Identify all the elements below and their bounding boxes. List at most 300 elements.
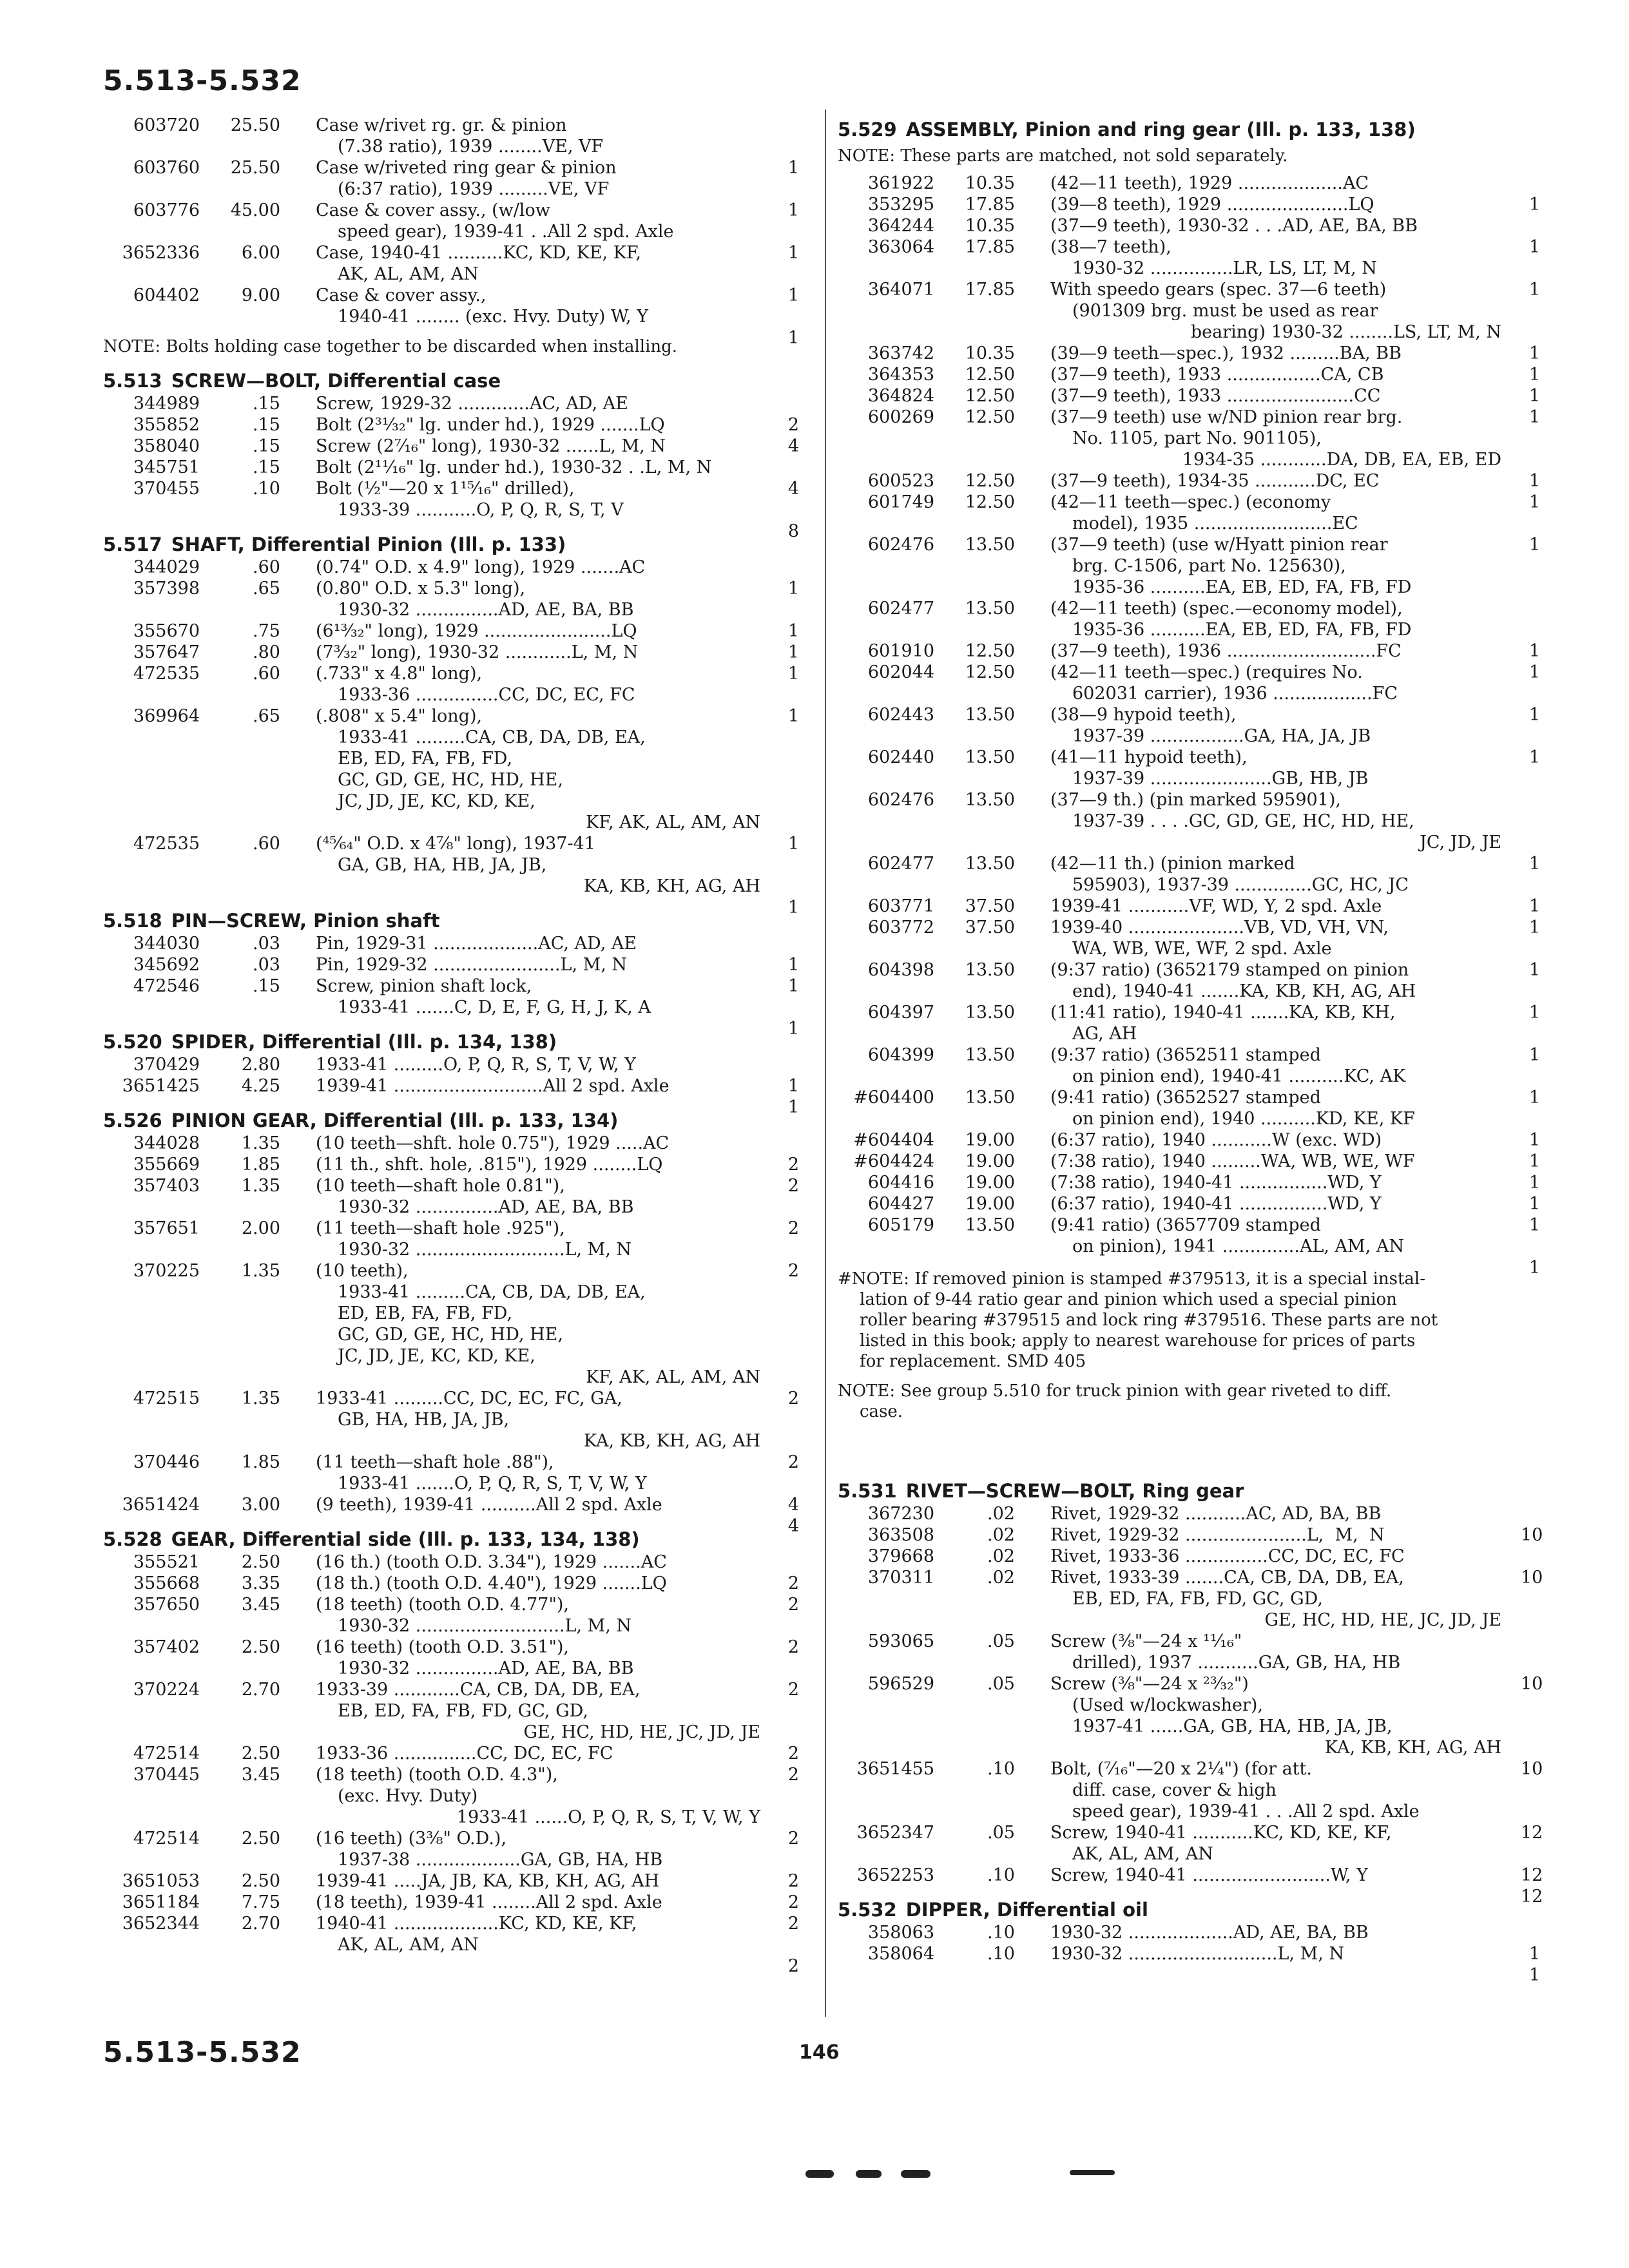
part-description xyxy=(1050,194,1501,215)
note-bolts: NOTE: Bolts holding case together to be discarded when installing. xyxy=(103,337,678,356)
description-line: (7:38 ratio), 1940 .........WA, WB, WE, WF xyxy=(1050,1151,1415,1171)
part-quantity: 10 xyxy=(1521,1525,1543,1545)
part-price: .03 xyxy=(253,955,280,975)
description-line: (37—9 teeth), 1933 .......................CC xyxy=(1050,386,1381,406)
section-heading xyxy=(103,533,799,555)
part-price: .15 xyxy=(253,976,280,996)
description-line: 1930-32 ...............AD, AE, BA, BB xyxy=(338,1197,634,1217)
description-line: KF, AK, AL, AM, AN xyxy=(586,812,760,832)
description-line: Case w/rivet rg. gr. & pinion xyxy=(316,115,567,135)
description-line: (0.74" O.D. x 4.9" long), 1929 .......AC xyxy=(316,557,646,577)
part-price: 17.85 xyxy=(965,195,1015,215)
description-line: (6¹³⁄₃₂" long), 1929 .......................LQ xyxy=(316,621,637,641)
description-line: Case & cover assy., xyxy=(316,285,487,305)
part-number: 355669 xyxy=(133,1155,200,1175)
part-number: 355852 xyxy=(133,415,200,435)
part-description xyxy=(316,663,760,706)
part-description xyxy=(316,200,760,242)
part-price: 13.50 xyxy=(965,747,1015,767)
part-quantity: 8 xyxy=(787,521,799,541)
description-line: 1937-39 ......................GB, HB, JB xyxy=(1072,769,1369,789)
part-quantity: 1 xyxy=(787,579,799,599)
note-line: case. xyxy=(860,1402,903,1421)
part-description xyxy=(316,414,760,436)
description-line: Screw (2⁷⁄₁₆" long), 1930-32 ......L, M, N xyxy=(316,436,666,456)
part-number: 364353 xyxy=(867,365,934,385)
part-number: 602440 xyxy=(867,747,934,767)
part-description xyxy=(316,557,760,578)
part-quantity: 1 xyxy=(1528,1965,1540,1985)
note-line: roller bearing #379515 and lock ring #379516. These parts are not xyxy=(860,1311,1438,1330)
part-price: 19.00 xyxy=(965,1151,1015,1171)
scan-mark xyxy=(856,2170,882,2178)
part-number: 364244 xyxy=(867,216,934,236)
description-line: AK, AL, AM, AN xyxy=(1072,1844,1213,1864)
part-description xyxy=(316,933,760,954)
part-description xyxy=(1050,1546,1501,1567)
description-line: (6:37 ratio), 1940 ...........W (exc. WD) xyxy=(1050,1130,1382,1150)
description-line: 1937-39 .................GA, HA, JA, JB xyxy=(1072,726,1371,746)
part-number: 603776 xyxy=(133,200,200,220)
part-number: 344989 xyxy=(133,394,200,414)
part-quantity: 1 xyxy=(787,834,799,854)
part-number: 357650 xyxy=(133,1595,200,1615)
part-number: 602477 xyxy=(867,599,934,619)
description-line: GC, GD, GE, HC, HD, HE, xyxy=(338,1325,563,1345)
part-quantity: 1 xyxy=(1528,1944,1540,1964)
description-line: Screw (³⁄₈"—24 x ²³⁄₃₂") xyxy=(1050,1674,1249,1694)
part-row xyxy=(103,436,799,457)
description-line: 1930-32 ...................AD, AE, BA, BB xyxy=(1050,1923,1369,1943)
part-description xyxy=(316,1870,760,1892)
description-line: (16 teeth) (tooth O.D. 3.51"), xyxy=(316,1637,569,1657)
description-line: on pinion end), 1940 ..........KD, KE, KF xyxy=(1072,1109,1415,1129)
part-description xyxy=(1050,173,1501,194)
part-description xyxy=(1050,279,1501,343)
description-line: ED, EB, FA, FB, FD, xyxy=(338,1303,513,1323)
description-line: JC, JD, JE, KC, KD, KE, xyxy=(338,1346,535,1366)
part-price: 10.35 xyxy=(965,173,1015,193)
part-row xyxy=(838,1215,1540,1278)
description-line: bearing) 1930-32 ........LS, LT, M, N xyxy=(1190,322,1501,342)
part-price: 13.50 xyxy=(965,1215,1015,1235)
part-quantity: 1 xyxy=(1528,1173,1540,1193)
part-description xyxy=(316,1828,760,1870)
part-quantity: 2 xyxy=(787,1452,799,1472)
part-number: #604400 xyxy=(853,1088,934,1108)
note-line: listed in this book; apply to nearest warehouse for prices of parts xyxy=(860,1331,1416,1350)
part-number: 370311 xyxy=(867,1568,934,1588)
note-line: NOTE: See group 5.510 for truck pinion with gear riveted to diff. xyxy=(838,1381,1392,1401)
part-description xyxy=(1050,1943,1501,1965)
description-line: EB, ED, FA, FB, FD, xyxy=(338,749,513,769)
description-line: 1930-32 ...............AD, AE, BA, BB xyxy=(338,1658,634,1678)
part-quantity: 1 xyxy=(1528,1215,1540,1235)
part-quantity: 1 xyxy=(787,285,799,305)
description-line: (11 th., shft. hole, .815"), 1929 ........LQ xyxy=(316,1155,663,1175)
section-number: 5.528 xyxy=(103,1528,162,1550)
part-quantity: 1 xyxy=(1528,386,1540,406)
part-description xyxy=(316,478,760,521)
part-description xyxy=(316,1679,760,1743)
part-quantity: 2 xyxy=(787,1155,799,1175)
part-number: 357403 xyxy=(133,1176,200,1196)
part-quantity: 1 xyxy=(1528,1130,1540,1150)
part-number: 363742 xyxy=(867,343,934,363)
description-line: Screw, 1929-32 .............AC, AD, AE xyxy=(316,394,628,414)
part-quantity: 1 xyxy=(1528,1045,1540,1065)
description-line: 1939-41 ...........................All 2 spd. Axle xyxy=(316,1076,670,1096)
section-parts xyxy=(103,1054,799,1117)
description-line: AK, AL, AM, AN xyxy=(338,264,479,284)
part-quantity: 4 xyxy=(787,1516,799,1536)
part-number: 353295 xyxy=(867,195,934,215)
part-price: 3.45 xyxy=(241,1765,280,1785)
part-number: 357651 xyxy=(133,1218,200,1238)
part-price: .02 xyxy=(987,1525,1015,1545)
part-quantity: 1 xyxy=(1528,1003,1540,1023)
part-price: 45.00 xyxy=(230,200,280,220)
section-number: 5.520 xyxy=(103,1031,162,1053)
left-column xyxy=(103,115,799,1976)
part-quantity: 2 xyxy=(787,1389,799,1408)
part-quantity: 1 xyxy=(1528,280,1540,300)
part-number: 345751 xyxy=(133,457,200,477)
part-quantity: 2 xyxy=(787,1680,799,1700)
description-line: Rivet, 1933-36 ...............CC, DC, EC, FC xyxy=(1050,1546,1405,1566)
page-number: 146 xyxy=(799,2041,840,2064)
description-line: (16 teeth) (3³⁄₈" O.D.), xyxy=(316,1829,507,1849)
part-quantity: 1 xyxy=(1528,471,1540,491)
part-price: .10 xyxy=(987,1944,1015,1964)
part-number: 344029 xyxy=(133,557,200,577)
description-line: (37—9 teeth), 1933 .................CA, CB xyxy=(1050,365,1384,385)
right-column xyxy=(838,115,1543,1985)
part-price: .05 xyxy=(987,1674,1015,1694)
part-quantity: 1 xyxy=(1528,918,1540,937)
description-line: 1939-41 .....JA, JB, KA, KB, KH, AG, AH xyxy=(316,1871,660,1891)
part-quantity: 1 xyxy=(1528,365,1540,385)
part-price: .03 xyxy=(253,934,280,954)
part-price: 19.00 xyxy=(965,1130,1015,1150)
part-price: 1.85 xyxy=(241,1452,280,1472)
part-number: 3652347 xyxy=(856,1823,934,1843)
section-heading xyxy=(103,910,799,932)
description-line: GC, GD, GE, HC, HD, HE, xyxy=(338,770,563,790)
description-line: 1933-36 ...............CC, DC, EC, FC xyxy=(338,685,635,705)
description-line: Rivet, 1933-39 .......CA, CB, DA, DB, EA, xyxy=(1050,1568,1404,1588)
description-line: (37—9 th.) (pin marked 595901), xyxy=(1050,790,1342,810)
section-number: 5.513 xyxy=(103,370,162,392)
description-line: (7.38 ratio), 1939 ........VE, VF xyxy=(338,137,604,157)
part-description xyxy=(316,578,760,620)
section-heading xyxy=(103,370,799,392)
description-line: Bolt (2¹¹⁄₁₆" lg. under hd.), 1930-32 . .L, M, N xyxy=(316,457,712,477)
part-number: 345692 xyxy=(133,955,200,975)
part-price: 9.00 xyxy=(241,285,280,305)
part-description xyxy=(1050,385,1501,407)
part-price: 2.70 xyxy=(241,1914,280,1934)
pinion-ring-gear-list xyxy=(838,173,1540,1278)
part-number: 602044 xyxy=(867,662,934,682)
part-number: 369964 xyxy=(133,706,200,726)
description-line: 1937-38 ...................GA, GB, HA, HB xyxy=(338,1850,663,1870)
part-description xyxy=(1050,598,1501,640)
part-number: 3652344 xyxy=(122,1914,200,1934)
description-line: speed gear), 1939-41 . . .All 2 spd. Axle xyxy=(1072,1802,1420,1821)
part-quantity: 10 xyxy=(1521,1674,1543,1694)
part-price: .10 xyxy=(987,1923,1015,1943)
description-line: 1933-39 ............CA, CB, DA, DB, EA, xyxy=(316,1680,641,1700)
part-number: 603760 xyxy=(133,158,200,178)
part-price: 1.85 xyxy=(241,1155,280,1175)
part-number: 363508 xyxy=(867,1525,934,1545)
section-heading xyxy=(103,1528,799,1550)
section-parts xyxy=(103,557,799,918)
part-quantity: 1 xyxy=(1528,641,1540,661)
section-number: 5.517 xyxy=(103,533,162,555)
part-description xyxy=(316,954,760,975)
description-line: 1939-40 .....................VB, VD, VH, VN, xyxy=(1050,918,1389,937)
part-price: .10 xyxy=(987,1865,1015,1885)
description-line: (42—11 teeth—spec.) (requires No. xyxy=(1050,662,1363,682)
description-line: KA, KB, KH, AG, AH xyxy=(583,1431,760,1451)
part-quantity: 1 xyxy=(787,621,799,641)
section-heading xyxy=(838,1480,1540,1502)
part-price: 13.50 xyxy=(965,790,1015,810)
part-price: .10 xyxy=(987,1759,1015,1779)
part-number: 593065 xyxy=(867,1631,934,1651)
description-line: JC, JD, JE xyxy=(1420,832,1501,852)
part-description xyxy=(1050,853,1501,896)
part-description xyxy=(1050,662,1501,704)
description-line: 1933-41 ......O, P, Q, R, S, T, V, W, Y xyxy=(456,1807,760,1827)
part-number: 602477 xyxy=(867,854,934,874)
part-description xyxy=(316,1260,760,1388)
part-description xyxy=(1050,492,1501,534)
part-row xyxy=(103,478,799,541)
part-price: 2.00 xyxy=(241,1218,280,1238)
description-line: (⁴⁵⁄₆₄" O.D. x 4⁷⁄₈" long), 1937-41 xyxy=(316,834,595,854)
description-line: 1933-41 .........CA, CB, DA, DB, EA, xyxy=(338,727,646,747)
part-number: 364824 xyxy=(867,386,934,406)
description-line: Screw (³⁄₈"—24 x ¹¹⁄₁₆" xyxy=(1050,1631,1242,1651)
description-line: Rivet, 1929-32 ...........AC, AD, BA, BB xyxy=(1050,1504,1382,1524)
part-number: 604399 xyxy=(867,1045,934,1065)
description-line: (18 teeth), 1939-41 ........All 2 spd. Axle xyxy=(316,1892,662,1912)
description-line: (9:41 ratio) (3657709 stamped xyxy=(1050,1215,1321,1235)
description-line: Pin, 1929-31 ...................AC, AD, AE xyxy=(316,934,637,954)
part-number: 602476 xyxy=(867,790,934,810)
part-price: 17.85 xyxy=(965,280,1015,300)
part-description xyxy=(316,620,760,642)
part-description xyxy=(316,1175,760,1218)
part-price: 25.50 xyxy=(230,115,280,135)
part-description xyxy=(316,436,760,457)
part-row xyxy=(103,1075,799,1117)
part-quantity: 2 xyxy=(787,1829,799,1849)
part-description xyxy=(1050,534,1501,598)
part-quantity: 1 xyxy=(1528,1151,1540,1171)
part-price: 2.80 xyxy=(241,1055,280,1075)
description-line: (37—9 teeth) use w/ND pinion rear brg. xyxy=(1050,407,1403,427)
part-price: 6.00 xyxy=(241,243,280,263)
part-price: .60 xyxy=(253,664,280,684)
part-description xyxy=(1050,1922,1501,1943)
note-matched: NOTE: These parts are matched, not sold separately. xyxy=(838,146,1288,166)
part-description xyxy=(316,242,760,285)
part-price: 17.85 xyxy=(965,237,1015,257)
part-description xyxy=(1050,1822,1501,1865)
description-line: (38—7 teeth), xyxy=(1050,237,1171,257)
part-quantity: 1 xyxy=(787,955,799,975)
part-description xyxy=(316,975,760,1018)
part-number: 600269 xyxy=(867,407,934,427)
part-price: 4.25 xyxy=(241,1076,280,1096)
part-number: 604397 xyxy=(867,1003,934,1023)
part-quantity: 2 xyxy=(787,1637,799,1657)
description-line: 1933-41 .......O, P, Q, R, S, T, V, W, Y xyxy=(338,1474,647,1494)
part-number: 370225 xyxy=(133,1261,200,1281)
part-number: 355670 xyxy=(133,621,200,641)
part-number: 379668 xyxy=(867,1546,934,1566)
part-row xyxy=(838,1943,1540,1985)
part-description xyxy=(1050,470,1501,492)
part-number: 3651184 xyxy=(122,1892,200,1912)
part-description xyxy=(1050,1044,1501,1087)
part-quantity: 2 xyxy=(787,1765,799,1785)
part-number: 3651424 xyxy=(122,1495,200,1515)
part-number: 367230 xyxy=(867,1504,934,1524)
part-price: 13.50 xyxy=(965,854,1015,874)
description-line: GE, HC, HD, HE, JC, JD, JE xyxy=(1264,1610,1501,1630)
part-price: .10 xyxy=(253,479,280,499)
part-number: 472535 xyxy=(133,664,200,684)
part-price: 13.50 xyxy=(965,1045,1015,1065)
section-title: DIPPER, Differential oil xyxy=(905,1899,1148,1921)
part-number: 600523 xyxy=(867,471,934,491)
description-line: Rivet, 1929-32 ......................L, M, N xyxy=(1050,1525,1385,1545)
part-row xyxy=(103,975,799,1039)
part-quantity: 1 xyxy=(787,976,799,996)
description-line: (.733" x 4.8" long), xyxy=(316,664,483,684)
description-line: (42—11 teeth), 1929 ...................AC xyxy=(1050,173,1369,193)
part-description xyxy=(316,1764,760,1828)
part-price: 2.50 xyxy=(241,1637,280,1657)
part-price: .80 xyxy=(253,642,280,662)
part-description xyxy=(316,1913,760,1956)
part-description xyxy=(316,393,760,414)
description-line: (11:41 ratio), 1940-41 .......KA, KB, KH, xyxy=(1050,1003,1396,1023)
part-description xyxy=(316,706,760,833)
description-line: 1940-41 ........ (exc. Hvy. Duty) W, Y xyxy=(338,307,648,327)
part-quantity: 1 xyxy=(1528,407,1540,427)
description-line: (42—11 th.) (pinion marked xyxy=(1050,854,1295,874)
description-line: KF, AK, AL, AM, AN xyxy=(586,1367,760,1387)
part-quantity: 1 xyxy=(1528,896,1540,916)
part-quantity: 1 xyxy=(787,706,799,726)
description-line: (42—11 teeth) (spec.—economy model), xyxy=(1050,599,1403,619)
description-line: Case w/riveted ring gear & pinion xyxy=(316,158,617,178)
description-line: Screw, 1940-41 ...........KC, KD, KE, KF, xyxy=(1050,1823,1392,1843)
section-parts xyxy=(103,1552,799,1976)
part-quantity: 1 xyxy=(1528,1258,1540,1278)
part-row xyxy=(838,534,1540,598)
part-number: #604424 xyxy=(853,1151,934,1171)
part-price: 10.35 xyxy=(965,343,1015,363)
part-quantity: 1 xyxy=(1528,492,1540,512)
part-description xyxy=(1050,1503,1501,1524)
part-quantity: 2 xyxy=(787,1871,799,1891)
part-description xyxy=(1050,1172,1501,1193)
page-header-range: 5.513-5.532 xyxy=(103,64,302,97)
description-line: (.808" x 5.4" long), xyxy=(316,706,483,726)
part-price: .05 xyxy=(987,1823,1015,1843)
part-description xyxy=(1050,1193,1501,1215)
part-quantity: 10 xyxy=(1521,1568,1543,1588)
part-quantity: 1 xyxy=(1528,1194,1540,1214)
section-parts xyxy=(103,1133,799,1536)
section-heading xyxy=(103,1031,799,1053)
description-line: (6:37 ratio), 1939 .........VE, VF xyxy=(338,179,610,199)
part-quantity: 1 xyxy=(787,1097,799,1117)
part-description xyxy=(1050,747,1501,789)
section-title: PINION GEAR, Differential (Ill. p. 133, 134) xyxy=(171,1110,619,1131)
part-quantity: 1 xyxy=(787,243,799,263)
part-price: .02 xyxy=(987,1568,1015,1588)
part-description xyxy=(316,1494,760,1515)
section-title: RIVET—SCREW—BOLT, Ring gear xyxy=(905,1480,1244,1502)
scan-mark xyxy=(1070,2170,1115,2175)
description-line: (10 teeth—shaft hole 0.81"), xyxy=(316,1176,565,1196)
part-description xyxy=(316,1637,760,1679)
part-price: 12.50 xyxy=(965,471,1015,491)
part-price: 13.50 xyxy=(965,705,1015,725)
part-number: 357402 xyxy=(133,1637,200,1657)
part-price: 13.50 xyxy=(965,599,1015,619)
description-line: (9:41 ratio) (3652527 stamped xyxy=(1050,1088,1321,1108)
description-line: 1933-41 .........O, P, Q, R, S, T, V, W, Y xyxy=(316,1055,636,1075)
part-description xyxy=(1050,343,1501,364)
scan-mark xyxy=(805,2170,834,2178)
section-title: SPIDER, Differential (Ill. p. 134, 138) xyxy=(171,1031,557,1053)
part-quantity: 1 xyxy=(787,898,799,918)
part-number: 358040 xyxy=(133,436,200,456)
part-quantity: 2 xyxy=(787,1261,799,1281)
part-number: 472514 xyxy=(133,1829,200,1849)
part-number: 364071 xyxy=(867,280,934,300)
part-description xyxy=(1050,1215,1501,1257)
section-parts xyxy=(103,393,799,541)
section-title: GEAR, Differential side (Ill. p. 133, 134, 138) xyxy=(171,1528,640,1550)
part-price: .02 xyxy=(987,1504,1015,1524)
note-line: for replacement. SMD 405 xyxy=(860,1352,1086,1371)
description-line: Bolt, (⁷⁄₁₆"—20 x 2¹⁄₄") (for att. xyxy=(1050,1759,1312,1779)
part-number: 355521 xyxy=(133,1552,200,1572)
description-line: (42—11 teeth—spec.) (economy xyxy=(1050,492,1331,512)
part-number: 603772 xyxy=(867,918,934,937)
part-description xyxy=(316,642,760,663)
part-price: 10.35 xyxy=(965,216,1015,236)
part-price: .15 xyxy=(253,436,280,456)
part-price: 3.00 xyxy=(241,1495,280,1515)
part-number: 604402 xyxy=(133,285,200,305)
description-line: Bolt (½"—20 x 1¹⁵⁄₁₆" drilled), xyxy=(316,479,575,499)
part-quantity: 2 xyxy=(787,1176,799,1196)
part-description xyxy=(316,1054,760,1075)
part-price: 12.50 xyxy=(965,365,1015,385)
part-quantity: 4 xyxy=(787,1495,799,1515)
